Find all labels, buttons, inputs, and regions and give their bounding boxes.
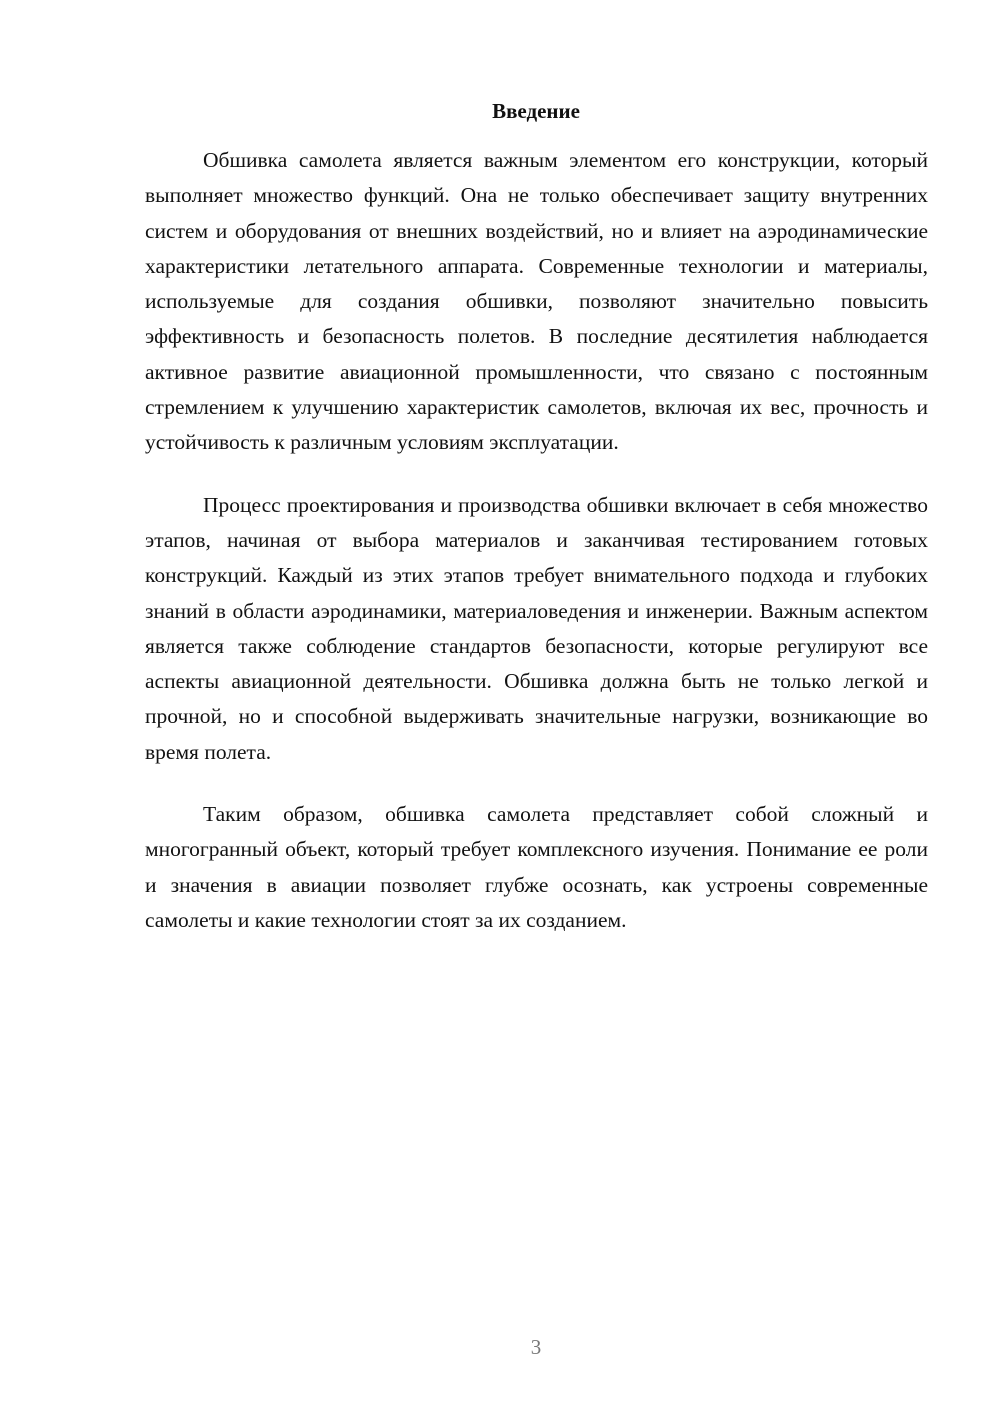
body-text: [145, 143, 928, 938]
section-heading: Введение: [492, 99, 580, 123]
paragraph-1: Обшивка самолета является важным элементом его конструкции, который выполняет множество функций. Она не только обеспечивает защиту внутренних систем и оборудования от внешних воздействий, но и влияет на аэродинамические характеристики летательного аппарата. Современные технологии и материалы, используемые для создания обшивки, позволяют значительно повысить эффективность и безопасность полетов. В последние десятилетия наблюдается активное развитие авиационной промышленности, что связано с постоянным стремлением к улучшению характеристик самолетов, включая их вес, прочность и устойчивость к различным условиям эксплуатации.: [145, 148, 928, 455]
paragraph-2: Процесс проектирования и производства обшивки включает в себя множество этапов, начиная от выбора материалов и заканчивая тестированием готовых конструкций. Каждый из этих этапов требует внимательного подхода и глубоких знаний в области аэродинамики, материаловедения и инженерии. Важным аспектом является также соблюдение стандартов безопасности, которые регулируют все аспекты авиационной деятельности. Обшивка должна быть не только легкой и прочной, но и способной выдерживать значительные нагрузки, возникающие во время полета.: [145, 492, 928, 764]
page-number: 3: [530, 1335, 542, 1359]
paragraph-3: Таким образом, обшивка самолета представляет собой сложный и многогранный объект, который требует комплексного изучения. Понимание ее роли и значения в авиации позволяет глубже осознать, как устроены современные самолеты и какие технологии стоят за их созданием.: [145, 802, 928, 932]
